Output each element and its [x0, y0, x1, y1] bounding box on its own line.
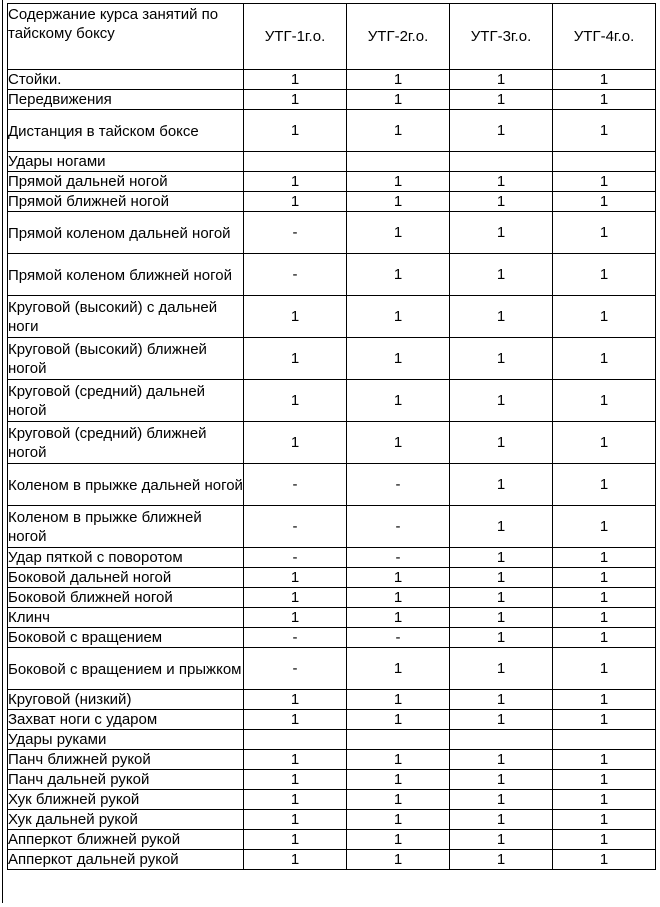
column-header-topic: Содержание курса занятий по тайскому боксу: [8, 4, 244, 70]
cell-value: 1: [347, 90, 450, 110]
table-row: [8, 790, 656, 810]
cell-value: 1: [450, 790, 553, 810]
cell-topic: Круговой (низкий): [8, 690, 244, 710]
cell-topic: Круговой (высокий) с дальней ноги: [8, 296, 244, 338]
table-row: [8, 380, 656, 422]
cell-value: 1: [347, 608, 450, 628]
cell-value: 1: [450, 70, 553, 90]
cell-value: 1: [450, 548, 553, 568]
cell-value: [450, 730, 553, 750]
cell-value: 1: [553, 690, 656, 710]
cell-value: 1: [553, 212, 656, 254]
cell-topic: Прямой коленом ближней ногой: [8, 254, 244, 296]
cell-topic: Боковой дальней ногой: [8, 568, 244, 588]
cell-value: -: [244, 506, 347, 548]
table-row: [8, 810, 656, 830]
cell-value: 1: [450, 770, 553, 790]
cell-value: 1: [450, 568, 553, 588]
cell-value: 1: [553, 790, 656, 810]
cell-value: 1: [450, 172, 553, 192]
table-row: [8, 212, 656, 254]
cell-value: 1: [553, 568, 656, 588]
table-row: [8, 628, 656, 648]
table-row: [8, 730, 656, 750]
cell-value: [347, 152, 450, 172]
cell-value: [244, 730, 347, 750]
table-row: [8, 464, 656, 506]
cell-value: 1: [347, 588, 450, 608]
cell-value: [553, 152, 656, 172]
cell-value: -: [347, 628, 450, 648]
table-row: [8, 110, 656, 152]
cell-topic: Круговой (средний) ближней ногой: [8, 422, 244, 464]
cell-value: 1: [553, 70, 656, 90]
cell-value: 1: [450, 690, 553, 710]
cell-value: 1: [347, 380, 450, 422]
cell-value: 1: [244, 710, 347, 730]
cell-value: 1: [244, 810, 347, 830]
cell-value: 1: [347, 422, 450, 464]
table-row: [8, 548, 656, 568]
cell-topic: Боковой с вращением: [8, 628, 244, 648]
cell-value: 1: [244, 608, 347, 628]
cell-value: 1: [347, 338, 450, 380]
cell-value: -: [244, 254, 347, 296]
cell-value: 1: [347, 192, 450, 212]
cell-value: 1: [347, 710, 450, 730]
cell-value: 1: [450, 648, 553, 690]
cell-topic: Круговой (высокий) ближней ногой: [8, 338, 244, 380]
cell-value: -: [347, 464, 450, 506]
cell-topic: Удары ногами: [8, 152, 244, 172]
table-row: [8, 710, 656, 730]
cell-value: 1: [450, 254, 553, 296]
cell-topic: Удар пяткой с поворотом: [8, 548, 244, 568]
cell-value: 1: [553, 830, 656, 850]
cell-value: 1: [244, 110, 347, 152]
cell-value: 1: [244, 770, 347, 790]
cell-topic: Захват ноги с ударом: [8, 710, 244, 730]
cell-value: 1: [553, 296, 656, 338]
cell-value: 1: [553, 588, 656, 608]
table-row: [8, 588, 656, 608]
cell-value: 1: [244, 296, 347, 338]
cell-value: 1: [553, 548, 656, 568]
cell-value: 1: [347, 850, 450, 870]
cell-topic: Коленом в прыжке дальней ногой: [8, 464, 244, 506]
cell-value: 1: [450, 830, 553, 850]
table-header-row: [8, 4, 656, 70]
cell-value: 1: [347, 212, 450, 254]
cell-value: 1: [450, 750, 553, 770]
cell-topic: Хук ближней рукой: [8, 790, 244, 810]
cell-value: 1: [450, 810, 553, 830]
cell-topic: Передвижения: [8, 90, 244, 110]
cell-value: 1: [553, 850, 656, 870]
cell-value: 1: [244, 830, 347, 850]
cell-value: -: [244, 628, 347, 648]
cell-value: -: [244, 648, 347, 690]
cell-value: 1: [553, 810, 656, 830]
cell-value: -: [244, 212, 347, 254]
column-header-year-group-1: УТГ-1г.о.: [244, 4, 347, 70]
column-header-year-group-3: УТГ-3г.о.: [450, 4, 553, 70]
cell-value: 1: [553, 254, 656, 296]
table-row: [8, 90, 656, 110]
cell-value: 1: [244, 588, 347, 608]
cell-value: 1: [244, 422, 347, 464]
cell-topic: Прямой коленом дальней ногой: [8, 212, 244, 254]
cell-value: 1: [347, 830, 450, 850]
cell-value: 1: [347, 70, 450, 90]
cell-value: 1: [450, 422, 553, 464]
table-row: [8, 338, 656, 380]
cell-value: 1: [244, 70, 347, 90]
cell-value: -: [244, 464, 347, 506]
cell-value: 1: [450, 338, 553, 380]
cell-value: [450, 152, 553, 172]
cell-value: 1: [553, 628, 656, 648]
cell-value: 1: [553, 506, 656, 548]
table-row: [8, 770, 656, 790]
cell-value: 1: [553, 648, 656, 690]
cell-value: 1: [347, 296, 450, 338]
cell-value: 1: [450, 628, 553, 648]
cell-topic: Хук дальней рукой: [8, 810, 244, 830]
cell-value: 1: [450, 608, 553, 628]
column-header-year-group-4: УТГ-4г.о.: [553, 4, 656, 70]
cell-value: 1: [347, 770, 450, 790]
table-row: [8, 506, 656, 548]
table-body: [8, 4, 656, 870]
cell-value: -: [244, 548, 347, 568]
table-row: [8, 172, 656, 192]
cell-value: 1: [450, 110, 553, 152]
cell-value: 1: [450, 212, 553, 254]
cell-topic: Удары руками: [8, 730, 244, 750]
table-row: [8, 608, 656, 628]
table-row: [8, 152, 656, 172]
cell-value: 1: [553, 380, 656, 422]
table-row: [8, 568, 656, 588]
cell-value: 1: [450, 850, 553, 870]
curriculum-table: [7, 3, 656, 870]
cell-value: 1: [347, 110, 450, 152]
cell-value: 1: [244, 90, 347, 110]
cell-value: 1: [347, 810, 450, 830]
cell-value: 1: [553, 464, 656, 506]
cell-topic: Коленом в прыжке ближней ногой: [8, 506, 244, 548]
table-row: [8, 648, 656, 690]
cell-value: 1: [553, 338, 656, 380]
cell-value: -: [347, 506, 450, 548]
cell-value: 1: [450, 464, 553, 506]
cell-value: 1: [244, 690, 347, 710]
table-row: [8, 750, 656, 770]
cell-value: 1: [553, 172, 656, 192]
cell-value: 1: [244, 172, 347, 192]
cell-value: 1: [553, 710, 656, 730]
cell-topic: Стойки.: [8, 70, 244, 90]
cell-value: 1: [347, 790, 450, 810]
cell-value: 1: [450, 506, 553, 548]
cell-value: 1: [244, 750, 347, 770]
cell-value: 1: [347, 750, 450, 770]
cell-topic: Боковой ближней ногой: [8, 588, 244, 608]
cell-value: 1: [553, 90, 656, 110]
cell-value: 1: [450, 296, 553, 338]
cell-value: 1: [553, 770, 656, 790]
cell-topic: Круговой (средний) дальней ногой: [8, 380, 244, 422]
cell-value: 1: [244, 192, 347, 212]
table-row: [8, 254, 656, 296]
cell-value: 1: [450, 710, 553, 730]
cell-value: 1: [553, 110, 656, 152]
cell-topic: Панч ближней рукой: [8, 750, 244, 770]
cell-topic: Апперкот ближней рукой: [8, 830, 244, 850]
cell-topic: Панч дальней рукой: [8, 770, 244, 790]
table-row: [8, 422, 656, 464]
table-row: [8, 70, 656, 90]
cell-value: 1: [347, 648, 450, 690]
cell-value: 1: [553, 422, 656, 464]
cell-topic: Прямой дальней ногой: [8, 172, 244, 192]
table-row: [8, 690, 656, 710]
cell-value: 1: [244, 380, 347, 422]
cell-value: 1: [347, 254, 450, 296]
cell-value: -: [347, 548, 450, 568]
table-row: [8, 830, 656, 850]
cell-topic: Прямой ближней ногой: [8, 192, 244, 212]
cell-value: 1: [450, 380, 553, 422]
cell-value: 1: [347, 690, 450, 710]
cell-value: 1: [244, 850, 347, 870]
table-row: [8, 850, 656, 870]
cell-value: 1: [450, 90, 553, 110]
table-row: [8, 296, 656, 338]
cell-value: 1: [244, 568, 347, 588]
cell-value: 1: [553, 608, 656, 628]
cell-value: 1: [450, 588, 553, 608]
table-row: [8, 192, 656, 212]
cell-value: [347, 730, 450, 750]
cell-topic: Дистанция в тайском боксе: [8, 110, 244, 152]
cell-value: 1: [347, 568, 450, 588]
cell-value: [244, 152, 347, 172]
cell-value: 1: [244, 338, 347, 380]
cell-topic: Боковой с вращением и прыжком: [8, 648, 244, 690]
cell-value: [553, 730, 656, 750]
cell-topic: Апперкот дальней рукой: [8, 850, 244, 870]
cell-value: 1: [244, 790, 347, 810]
cell-value: 1: [553, 750, 656, 770]
page-margin-rule: [2, 0, 3, 903]
cell-value: 1: [450, 192, 553, 212]
column-header-year-group-2: УТГ-2г.о.: [347, 4, 450, 70]
cell-value: 1: [553, 192, 656, 212]
curriculum-table-container: [7, 3, 655, 870]
cell-topic: Клинч: [8, 608, 244, 628]
cell-value: 1: [347, 172, 450, 192]
